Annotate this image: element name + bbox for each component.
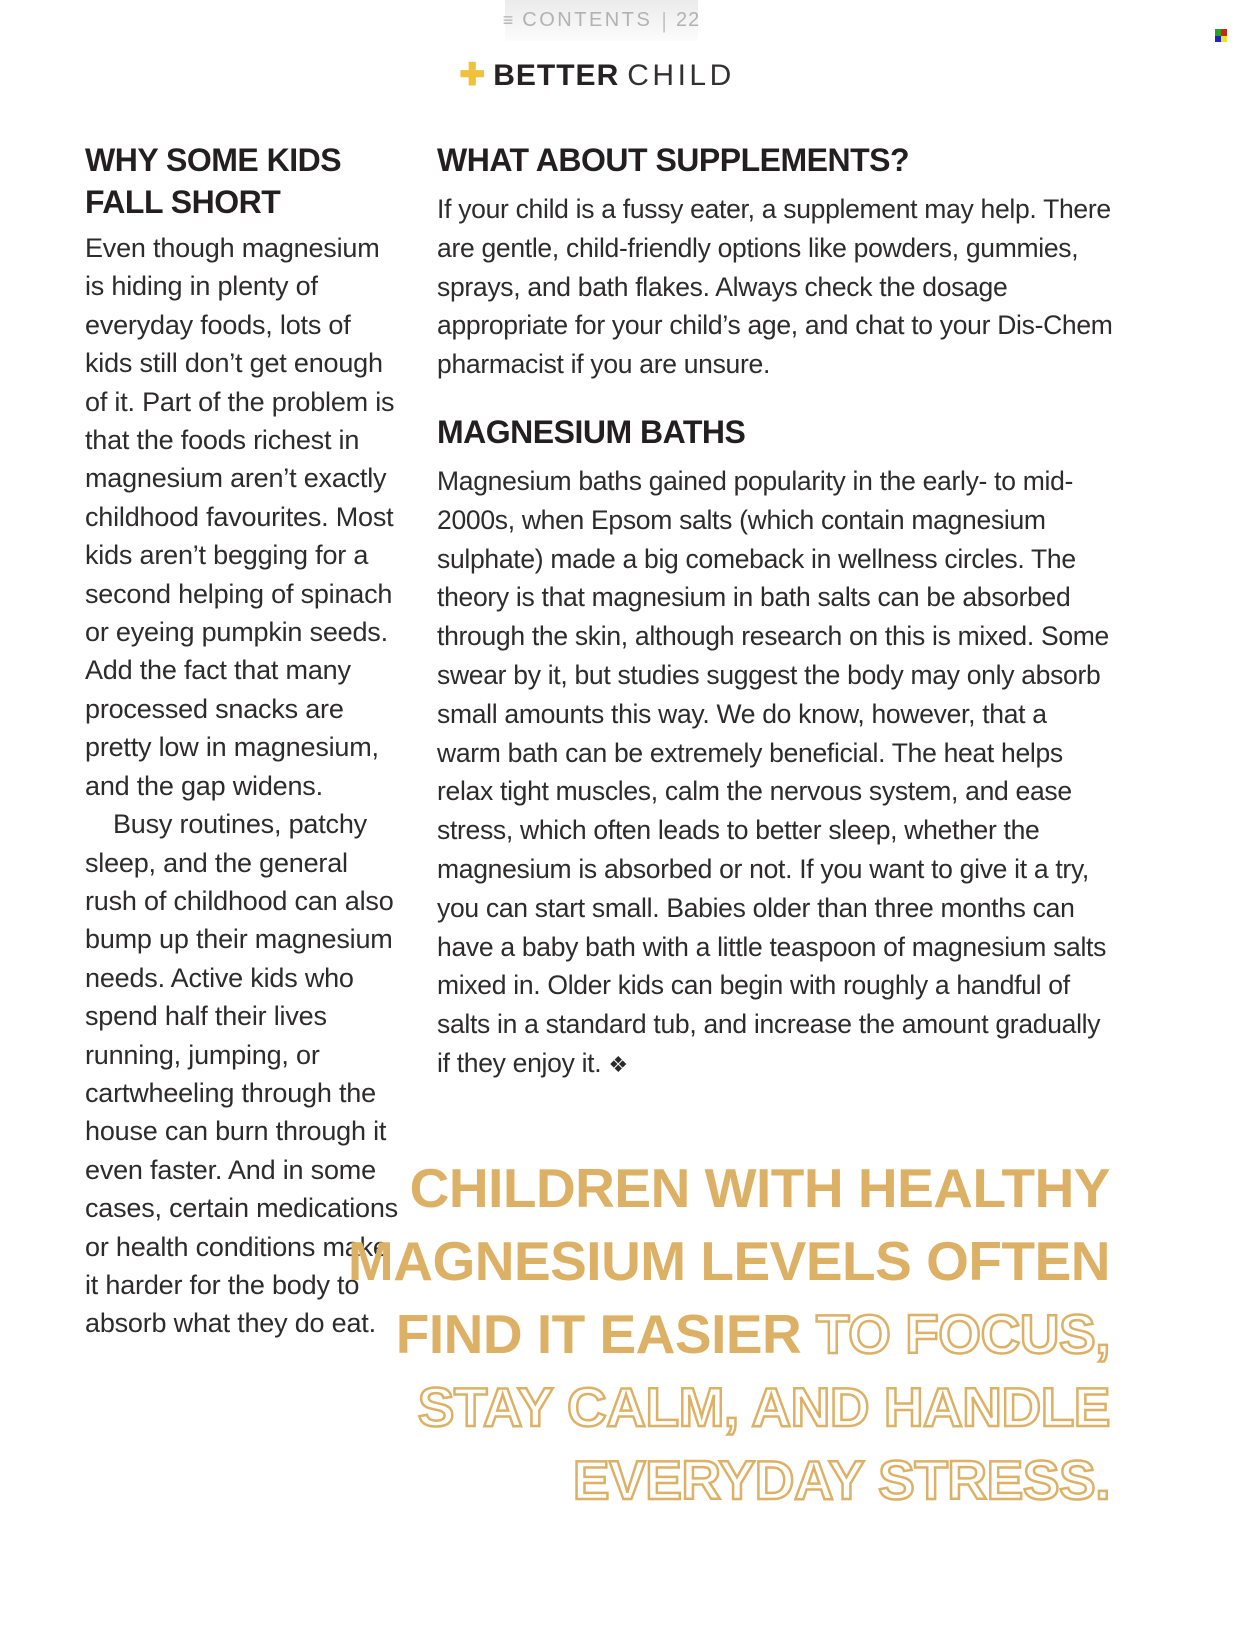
logo-word-child: CHILD <box>627 59 735 92</box>
pull-quote-line: FIND IT EASIER TO FOCUS, <box>395 1303 1110 1365</box>
hamburger-icon: ≡ <box>502 10 514 30</box>
four-color-square-icon <box>1215 29 1227 42</box>
pull-quote-line: STAY CALM, AND HANDLE <box>417 1376 1110 1438</box>
pull-quote <box>85 1152 1110 1517</box>
left-column-paragraph-2: Busy routines, patchy sleep, and the general rush of childhood can also bump up their magnesium needs. Active kids who spend half their lives running, jumping, or cartwheeling through the house can burn through it even faster. And in some cases, certain medications or health conditions make it harder for the body to absorb what they do eat. <box>85 809 398 1339</box>
magnesium-baths-section <box>437 411 1115 1085</box>
supplements-section <box>437 139 1115 384</box>
plus-icon: ✚ <box>459 57 486 92</box>
pull-quote-line: MAGNESIUM LEVELS OFTEN <box>347 1230 1110 1292</box>
right-column <box>437 139 1115 1085</box>
supplements-heading: WHAT ABOUT SUPPLEMENTS? <box>437 142 910 178</box>
contents-button[interactable] <box>502 0 701 41</box>
square-yellow <box>1221 36 1227 43</box>
left-column-heading: WHY SOME KIDS FALL SHORT <box>85 142 342 220</box>
magnesium-baths-heading: MAGNESIUM BATHS <box>437 413 746 450</box>
supplements-body: If your child is a fussy eater, a supplement may help. There are gentle, child-friendly options like powders, gummies, sprays, and bath flakes. Always check the dosage appropriate for your child’s age, and chat to your Dis-Chem pharmacist if you are unsure. <box>437 194 1113 380</box>
better-child-logo <box>0 57 1194 93</box>
magnesium-baths-body: Magnesium baths gained popularity in the early- to mid-2000s, when Epsom salts (which contain magnesium sulphate) made a big comeback in wellness circles. The theory is that magnesium in bath salts can be absorbed through the skin, although research on this is mixed. Some swear by it, but studies suggest the body may only absorb small amounts this way. We do know, however, that a warm bath can be extremely beneficial. The heat helps relax tight muscles, calm the nervous system, and ease stress, which often leads to better sleep, whether the magnesium is absorbed or not. If you want to give it a try, you can start small. Babies older than three months can have a baby bath with a little teaspoon of magnesium salts mixed in. Older kids can begin with roughly a handful of salts in a standard tub, and increase the amount gradually if they enjoy it. ❖ <box>437 465 1109 1078</box>
logo-word-better: BETTER <box>493 59 620 92</box>
pull-quote-line: EVERYDAY STRESS. <box>572 1449 1110 1511</box>
article-end-mark: ❖ <box>608 1051 628 1077</box>
page-number: 22 <box>676 9 701 31</box>
contents-label: CONTENTS <box>522 9 653 31</box>
pull-quote-line: CHILDREN WITH HEALTHY <box>409 1157 1110 1219</box>
left-column-paragraph-1: Even though magnesium is hiding in plenty of everyday foods, lots of kids still don’t get enough of it. Part of the problem is that the foods richest in magnesium aren’t exactly childhood favourites. Most kids aren’t begging for a second helping of spinach or eyeing pumpkin seeds. Add the fact that many processed snacks are pretty low in magnesium, and the gap widens. <box>85 233 395 801</box>
separator-bar: | <box>661 7 667 33</box>
